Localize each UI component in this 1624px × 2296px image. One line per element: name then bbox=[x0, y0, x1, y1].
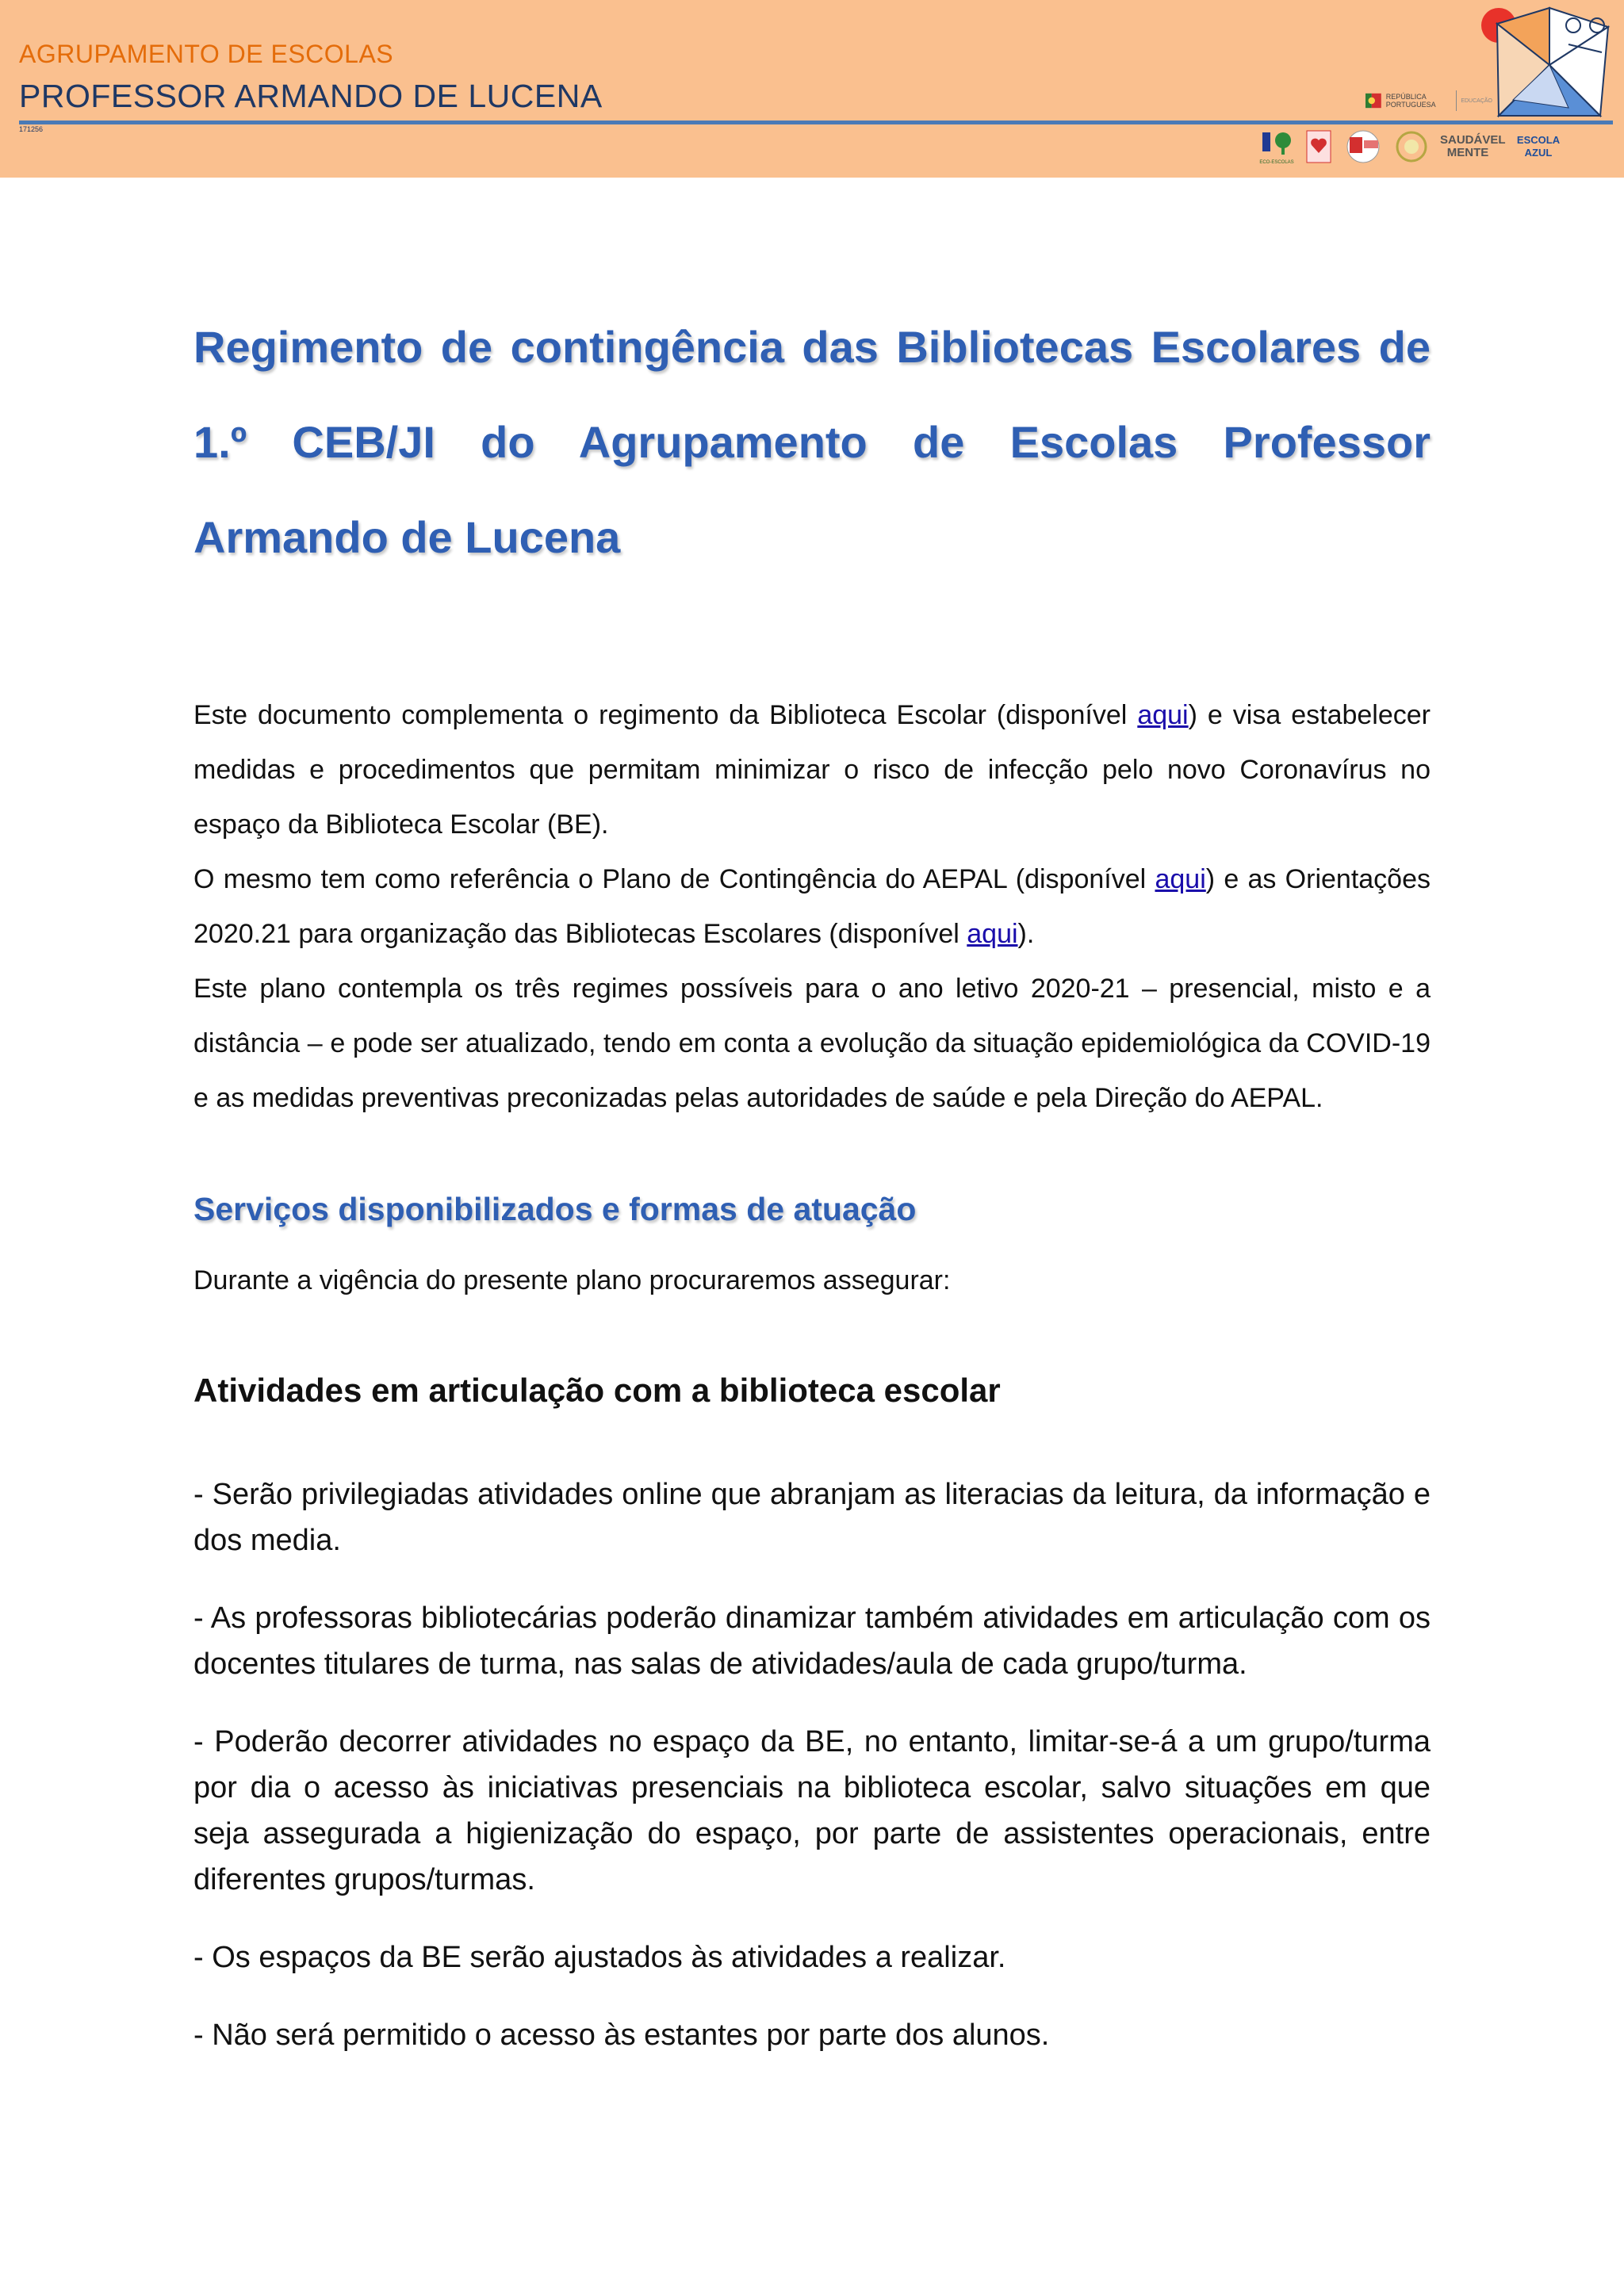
orientacoes-link[interactable]: aqui bbox=[967, 919, 1018, 949]
page-header bbox=[0, 0, 1624, 178]
portugal-flag-icon bbox=[1365, 90, 1381, 111]
intro-text: ) e as Orientações 2020.21 para organização das Bibliotecas Escolares (disponível bbox=[193, 864, 1431, 949]
document-title: Regimento de contingência das Bibliotecas Escolares de 1.º CEB/JI do Agrupamento de Escolas Professor Armando de Lucena bbox=[193, 322, 1431, 562]
intro-paragraph bbox=[193, 852, 1431, 962]
intro-text: ) e visa estabelecer medidas e procedimentos que permitam minimizar o risco de infecção pelo novo Coronavírus no espaço da Biblioteca Escolar (BE). bbox=[193, 700, 1431, 840]
program-badges bbox=[1259, 127, 1614, 166]
activities-list bbox=[193, 1471, 1431, 2090]
eco-escolas-flag-icon bbox=[1259, 129, 1294, 156]
plano-contingencia-link[interactable]: aqui bbox=[1155, 864, 1206, 894]
eco-escolas-badge bbox=[1259, 129, 1294, 165]
school-name-line1: AGRUPAMENTO DE ESCOLAS bbox=[19, 40, 394, 68]
school-code: 171256 bbox=[19, 125, 44, 133]
eco-escolas-label: ECO-ESCOLAS bbox=[1259, 159, 1294, 165]
section-heading: Serviços disponibilizados e formas de atuação bbox=[193, 1191, 917, 1227]
intro-paragraph bbox=[193, 688, 1431, 852]
government-logo-separator bbox=[1456, 90, 1457, 111]
saudavel-mente-badge: SAUDÁVEL MENTE bbox=[1440, 133, 1506, 159]
red-program-badge-icon bbox=[1343, 129, 1383, 164]
government-logo-subtext: EDUCAÇÃO bbox=[1461, 98, 1492, 104]
list-item: - Os espaços da BE serão ajustados às atividades a realizar. bbox=[193, 1941, 1006, 1974]
regimento-link[interactable]: aqui bbox=[1137, 700, 1189, 730]
government-logo-text: REPÚBLICA PORTUGUESA bbox=[1385, 93, 1436, 109]
escola-azul-badge: ESCOLA AZUL bbox=[1516, 134, 1561, 159]
section-intro: Durante a vigência do presente plano procuraremos assegurar: bbox=[193, 1265, 951, 1295]
list-item: - Serão privilegiadas atividades online que abranjam as literacias da leitura, da informação e dos media. bbox=[193, 1478, 1431, 1557]
section-subheading: Atividades em articulação com a biblioteca escolar bbox=[193, 1372, 1001, 1409]
school-logo-icon bbox=[1481, 5, 1618, 124]
list-item: - Poderão decorrer atividades no espaço da BE, no entanto, limitar-se-á a um grupo/turma por dia o acesso às iniciativas presenciais na biblioteca escolar, salvo situações em que seja assegurada a higienização do espaço, por parte de assistentes operacionais, entre diferentes grupos/turmas. bbox=[193, 1725, 1431, 1896]
intro-section bbox=[193, 688, 1431, 1126]
list-item: - Não será permitido o acesso às estantes por parte dos alunos. bbox=[193, 2019, 1050, 2052]
intro-text: ). bbox=[1017, 919, 1035, 949]
intro-text: O mesmo tem como referência o Plano de Contingência do AEPAL (disponível bbox=[193, 864, 1155, 894]
wreath-badge-icon bbox=[1394, 129, 1429, 164]
header-divider bbox=[19, 121, 1613, 124]
intro-text: Este documento complementa o regimento da Biblioteca Escolar (disponível bbox=[193, 700, 1138, 730]
school-name-line2: PROFESSOR ARMANDO DE LUCENA bbox=[19, 78, 603, 114]
heart-badge-icon bbox=[1305, 129, 1332, 164]
government-logo bbox=[1365, 89, 1492, 113]
list-item: - As professoras bibliotecárias poderão dinamizar também atividades em articulação com os docentes titulares de turma, nas salas de atividades/aula de cada grupo/turma. bbox=[193, 1601, 1431, 1681]
intro-paragraph: Este plano contempla os três regimes possíveis para o ano letivo 2020-21 – presencial, misto e a distância – e pode ser atualizado, tendo em conta a evolução da situação epidemiológica da COVID-19 e as medidas preventivas preconizadas pelas autoridades de saúde e pela Direção do AEPAL. bbox=[193, 974, 1431, 1113]
